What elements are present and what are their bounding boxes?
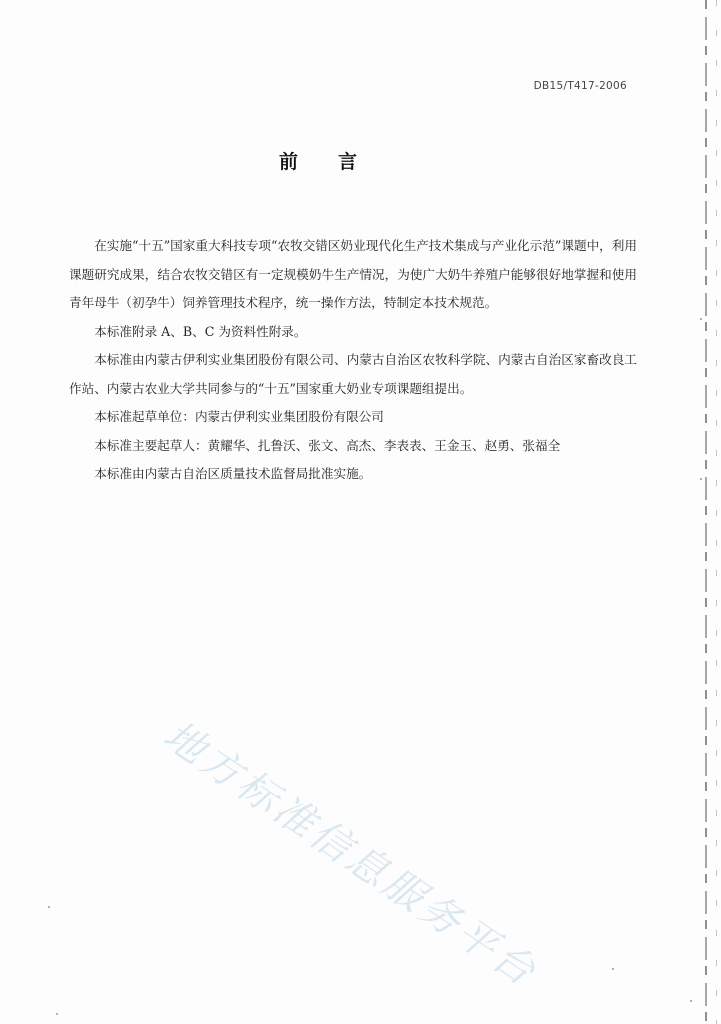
- page-title: 前言: [278, 151, 397, 173]
- foreword-body: [69, 232, 637, 489]
- paragraph-proposer: 本标准由内蒙古伊利实业集团股份有限公司、内蒙古自治区农牧科学院、内蒙古自治区家畜改良工作站、内蒙古农业大学共同参与的“十五”国家重大奶业专项课题组提出。: [69, 352, 637, 396]
- paragraph-appendix: 本标准附录 A、B、C 为资料性附录。: [94, 323, 307, 339]
- scan-edge-line: [716, 0, 717, 1024]
- paragraph-approval: 本标准由内蒙古自治区质量技术监督局批准实施。: [94, 466, 372, 481]
- document-code: DB15/T417-2006: [533, 80, 627, 92]
- watermark-text: 地方标准信息服务平台: [155, 712, 546, 997]
- paragraph-drafting-unit: 本标准起草单位：内蒙古伊利实业集团股份有限公司: [94, 409, 384, 424]
- scan-edge-shadow: [705, 0, 707, 1024]
- paragraph-background: 在实施“十五”国家重大科技专项“农牧交错区奶业现代化生产技术集成与产业化示范”课题中，利用课题研究成果，结合农牧交错区有一定规模奶牛生产情况，为使广大奶牛养殖户能够很好地掌握和使用青年母牛（初孕牛）饲养管理技术程序，统一操作方法，特制定本技术规范。: [69, 238, 637, 310]
- paragraph-drafters: 本标准主要起草人：黄耀华、扎鲁沃、张文、高杰、李表表、王金玉、赵勇、张福全: [94, 437, 561, 453]
